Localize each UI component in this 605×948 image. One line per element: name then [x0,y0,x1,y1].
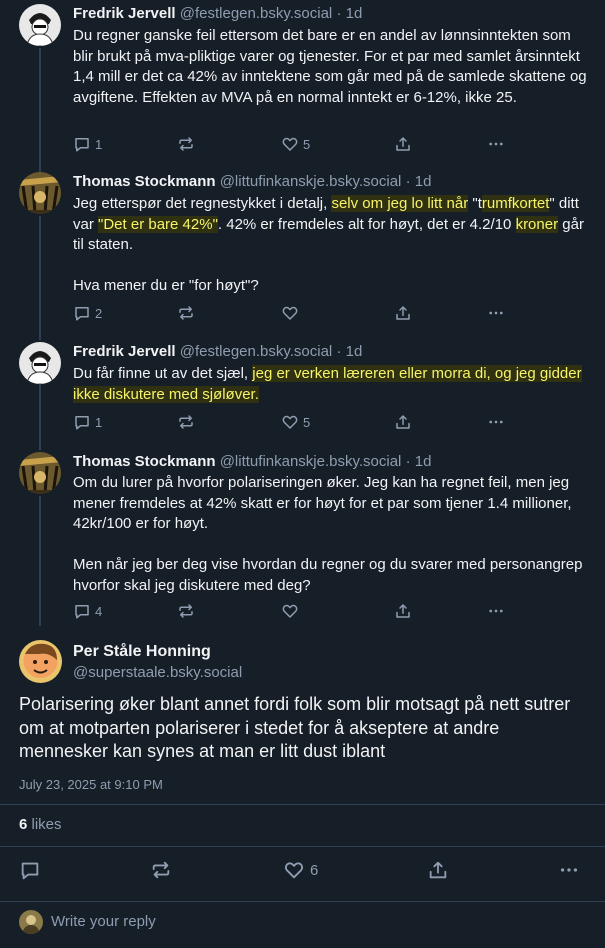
author-handle[interactable]: @festlegen.bsky.social [179,5,333,22]
divider [0,804,605,805]
more-icon [487,135,505,153]
more-button[interactable] [487,134,505,154]
author-name[interactable]: Fredrik Jervell [73,343,176,360]
separator-dot: · [405,453,411,470]
like-count: 5 [303,136,311,152]
post-age[interactable]: 1d [414,173,432,190]
text-segment: . 42% er fremdeles alt for høyt, det er 4.2/10 [217,215,516,233]
like-button[interactable] [281,412,310,432]
post-header [73,5,362,23]
repost-icon [150,859,172,881]
avatar [19,910,43,934]
reply-count: 4 [95,603,103,619]
likes-number: 6 [19,816,28,833]
repost-button[interactable] [177,303,199,323]
like-button[interactable] [281,303,303,323]
highlighted-text: "Det er bare 42%" [98,215,218,233]
more-icon [487,602,505,620]
highlighted-text: rumfkortet [481,195,550,212]
text-segment: Om du lurer på hvorfor polariseringen øker. Jeg kan ha regnet feil, men jeg mener fremdeles at 42% skatt er for høyt for et par som tjener 1.4 millioner, 42kr/100 er for høyt. [73,474,572,532]
avatar[interactable] [19,452,61,494]
likes-label: likes [27,816,62,833]
author-handle[interactable]: @festlegen.bsky.social [179,343,333,360]
reply-input[interactable]: Write your reply [51,913,156,930]
highlighted-text: kroner [515,215,559,233]
like-button[interactable] [283,858,318,882]
like-button[interactable] [281,134,310,154]
post-actions [19,858,589,882]
text-paragraph [73,364,588,405]
like-count: 6 [310,861,319,879]
reply-icon [73,602,91,620]
reply-post[interactable] [0,0,605,168]
post-actions [73,412,588,432]
post-header [73,343,362,361]
likes-count[interactable] [19,816,62,833]
post-timestamp: July 23, 2025 at 9:10 PM [19,777,163,792]
repost-button[interactable] [177,412,199,432]
repost-icon [177,304,195,322]
repost-button[interactable] [150,858,172,882]
author-handle[interactable]: @littufinkanskje.bsky.social [219,173,402,190]
like-icon [281,135,299,153]
text-paragraph [73,26,588,108]
reply-post[interactable] [0,438,605,626]
repost-icon [177,602,195,620]
post-text: Polarisering øker blant annet fordi folk som blir motsagt på nett sutrer om at motparten polariserer i stedet for å akseptere at andre mennesker kan synes at man er litt dust iblant [19,694,571,761]
more-icon [487,413,505,431]
author-name[interactable]: Thomas Stockmann [73,453,216,470]
like-count: 5 [303,414,311,430]
like-icon [281,304,299,322]
reply-icon [73,413,91,431]
reply-button[interactable] [73,601,102,621]
post-text [73,473,588,596]
reply-button[interactable] [19,858,41,882]
reply-button[interactable] [73,134,102,154]
text-paragraph [73,194,588,256]
reply-count: 1 [95,414,103,430]
more-button[interactable] [487,601,505,621]
more-button[interactable] [558,858,580,882]
post-header [73,173,431,191]
reply-icon [73,304,91,322]
share-icon [394,413,412,431]
text-segment: Men når jeg ber deg vise hvordan du regner og du svarer med personangrep hvorfor skal jeg diskutere med deg? [73,556,583,594]
like-icon [281,413,299,431]
separator-dot: · [405,173,411,190]
separator-dot: · [336,5,342,22]
post-text [73,194,588,297]
post-header [73,453,431,471]
avatar[interactable] [19,4,61,46]
avatar[interactable] [19,342,61,384]
divider [0,846,605,847]
separator-dot: · [336,343,342,360]
share-icon [427,859,449,881]
reply-button[interactable] [73,412,102,432]
reply-count: 1 [95,136,103,152]
post-actions [73,134,588,154]
like-icon [281,602,299,620]
more-button[interactable] [487,303,505,323]
text-segment: Hva mener du er "for høyt"? [73,277,259,294]
more-icon [487,304,505,322]
share-icon [394,304,412,322]
text-segment: Du regner ganske feil ettersom det bare er en andel av lønnsinntekten som blir brukt på mva-pliktige varer og tjenester. For et par med samlet årsinntekt 1,4 mill er det ca 42% av inntektene som går med på de samlede skattene og avgiftene. Effekten av MVA på en normal inntekt er 6-12%, ikke 25. [73,27,587,106]
share-button[interactable] [394,412,412,432]
repost-button[interactable] [177,134,199,154]
highlighted-text: jeg er verken læreren eller morra di, og jeg gidder ikke diskutere med sjøløver. [73,365,582,403]
reply-button[interactable] [73,303,102,323]
repost-button[interactable] [177,601,199,621]
text-paragraph [73,473,588,535]
post-text [73,26,588,108]
post-actions [73,601,588,621]
author-name[interactable]: Fredrik Jervell [73,5,176,22]
share-button[interactable] [394,601,412,621]
avatar[interactable] [19,172,61,214]
repost-icon [177,413,195,431]
like-icon [283,859,305,881]
share-button[interactable] [394,134,412,154]
reply-post[interactable] [0,336,605,438]
reply-icon [73,135,91,153]
more-icon [558,859,580,881]
reply-post[interactable] [0,168,605,336]
post-age[interactable]: 1d [414,453,432,470]
more-button[interactable] [487,412,505,432]
author-name[interactable]: Per Ståle Honning [73,643,211,660]
text-paragraph [73,555,588,596]
post-text [73,364,588,405]
text-paragraph [73,276,588,297]
like-button[interactable] [281,601,303,621]
text-segment: "t [468,195,482,212]
post-age[interactable]: 1d [345,5,363,22]
share-button[interactable] [427,858,449,882]
text-segment: Jeg etterspør det regnestykket i detalj, [73,195,332,212]
share-icon [394,602,412,620]
text-segment: " ditt var [73,195,579,233]
share-button[interactable] [394,303,412,323]
post-actions [73,303,588,323]
author-handle[interactable]: @littufinkanskje.bsky.social [219,453,402,470]
highlighted-text: selv om jeg lo litt når [331,195,469,212]
reply-composer[interactable] [0,902,605,948]
author-name[interactable]: Thomas Stockmann [73,173,216,190]
text-segment: Du får finne ut av det sjæl, [73,365,253,382]
repost-icon [177,135,195,153]
reply-icon [19,859,41,881]
reply-count: 2 [95,305,103,321]
text-segment: går til staten. [73,215,584,253]
author-handle[interactable]: @superstaale.bsky.social [73,664,243,681]
avatar[interactable] [19,640,62,683]
share-icon [394,135,412,153]
post-age[interactable]: 1d [345,343,363,360]
